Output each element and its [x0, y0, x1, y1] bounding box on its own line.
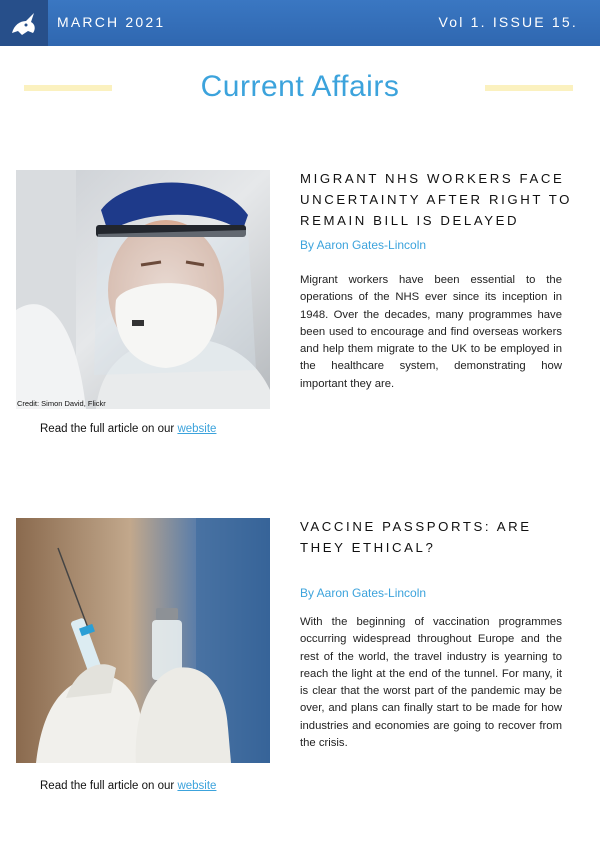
read-more-text: Read the full article on our — [40, 780, 178, 792]
article-byline: By Aaron Gates-Lincoln — [300, 238, 427, 252]
read-more-text: Read the full article on our — [40, 423, 178, 435]
header-bar — [0, 0, 600, 46]
section-title: Current Affairs — [200, 70, 400, 103]
read-more-line — [40, 780, 216, 792]
article-body: Migrant workers have been essential to the operations of the NHS ever since its inception in 1948. Over the decades, many programmes have been used to encourage and find overseas workers and help them migrate to the UK to be employed in the healthcare system, demonstrating how important they are. — [300, 274, 562, 390]
article-title: VACCINE PASSPORTS: ARE THEY ETHICAL? — [300, 519, 532, 555]
read-more-line — [40, 423, 216, 435]
issue-date: MARCH 2021 — [57, 14, 166, 30]
photo-credit: Credit: Simon David, Flickr — [17, 399, 106, 408]
article-photo-vaccine — [16, 518, 270, 763]
website-link[interactable]: website — [177, 780, 217, 792]
article-body: With the beginning of vaccination programmes occurring widespread throughout Europe and the rest of the world, the travel industry is yearning to reach the light at the end of the tunnel. For many, it is clear that the worst part of the pandemic may be over, and plans can finally start to be made for how industries and economies are going to recover from the crisis. — [300, 616, 562, 750]
article-photo-healthcare-worker — [16, 170, 270, 409]
issue-number: Vol 1. ISSUE 15. — [438, 14, 578, 30]
horned-creature-logo-icon[interactable] — [0, 0, 48, 46]
article-title: MIGRANT NHS WORKERS FACE UNCERTAINTY AFTER RIGHT TO REMAIN BILL IS DELAYED — [300, 171, 573, 228]
website-link[interactable]: website — [177, 423, 217, 435]
article-byline: By Aaron Gates-Lincoln — [300, 586, 427, 600]
